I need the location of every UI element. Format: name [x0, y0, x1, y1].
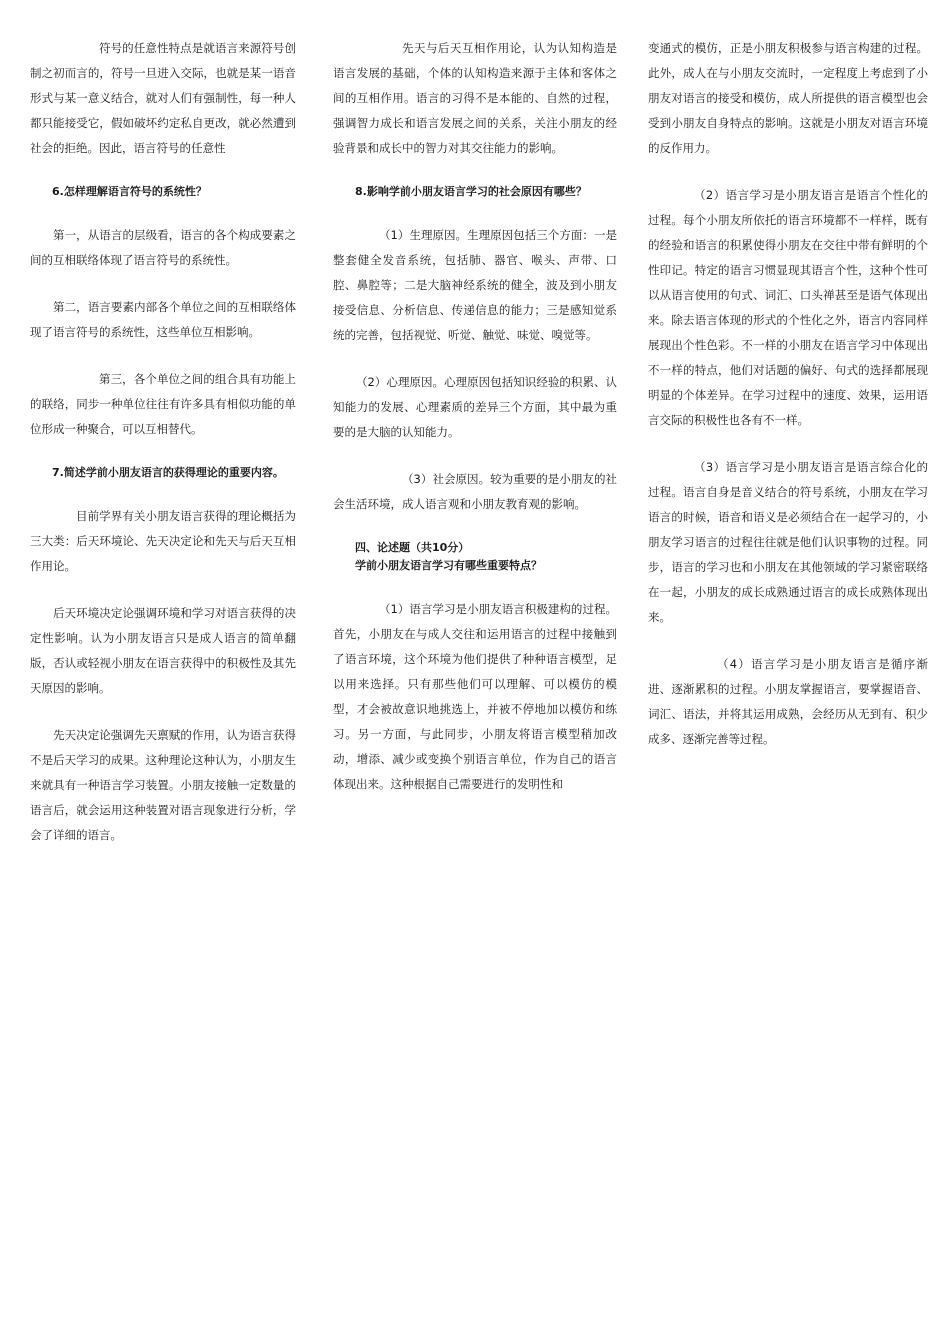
paragraph-social [333, 467, 617, 517]
paragraph-third-point: 第三，各个单位之间的组合具有功能上的联络，同步一种单位往往有许多具有相似功能的单位形成一种聚合，可以互相替代。 [30, 372, 296, 436]
paragraph-arbitrariness: 符号的任意性特点是就语言来源符号创制之初而言的，符号一旦进入交际，也就是某一语音形式与某一意义结合，就对人们有强制性，每一种人都只能接受它，假如破坏约定私自更改，就必然遭到社会的拒绝。因此，语言符号的任意性 [30, 41, 296, 155]
item-text: 社会原因。较为重要的是小朋友的社会生活环境，成人语言观和小朋友教育观的影响。 [333, 472, 617, 511]
item-text: 语言学习是小朋友语言是循序渐进、逐渐累积的过程。小朋友掌握语言，要掌握语音、词汇、语法，并将其运用成熟，会经历从无到有、积少成多、逐渐完善等过程。 [648, 657, 928, 746]
paragraph-gradual-process [648, 652, 928, 752]
item-number: （2） [356, 375, 387, 389]
paragraph-active-construction-cont: 变通式的模仿，正是小朋友积极参与语言构建的过程。此外，成人在与小朋友交流时，一定程度上考虑到了小朋友对语言的接受和模仿，成人所提供的语言模型也会受到小朋友自身特点的影响。这就是小朋友对语言环境的反作用力。 [648, 41, 928, 155]
paragraph-active-construction [333, 597, 617, 797]
paragraph-second-point: 第二，语言要素内部各个单位之间的互相联络体现了语言符号的系统性，这些单位互相影响。 [30, 300, 296, 339]
item-text: 语言学习是小朋友语言是语言综合化的过程。语言自身是音义结合的符号系统，小朋友在学习语言的时候，语音和语义是必须结合在一起学习的，小朋友学习语言的过程往往就是他们认识事物的过程。同步，语言的学习也和小朋友在其他领域的学习紧密联络在一起，小朋友的成长成熟通过语言的成长成熟体现出来。 [648, 460, 928, 624]
item-number: （2） [694, 188, 726, 202]
essay-section-heading [333, 539, 617, 575]
item-text: 语言学习是小朋友语言积极建构的过程。首先，小朋友在与成人交往和运用语言的过程中接触到了语言环境，这个环境为他们提供了种种语言模型，足以用来选择。只有那些他们可以理解、可以模仿的模型，才会被故意识地挑选上，并被不停地加以模仿和练习。另一方面，与此同步，小朋友将语言模型稍加改动，增添、减少或变换个别语言单位，作为自己的语言体现出来。这种根据自己需要进行的发明性和 [333, 602, 617, 791]
item-text: 语言学习是小朋友语言是语言个性化的过程。每个小朋友所依托的语言环境都不一样样，既有的经验和语言的积累使得小朋友在交往中带有鲜明的个性印记。特定的语言习惯显现其语言个性，这种个性可以从语言使用的句式、词汇、口头禅甚至是语气体现出来。除去语言体现的形式的个性化之外，语言内容同样展现出个性色彩。不一样的小朋友在语言学习中体现出不一样的特点，他们对话题的偏好、句式的选择都展现明显的个体差异。在学习过程中的速度、效果，运用语言交际的积极性也各有不一样。 [648, 188, 928, 427]
essay-question: 学前小朋友语言学习有哪些重要特点？ [355, 559, 542, 572]
paragraph-first-point: 第一，从语言的层级看，语言的各个构成要素之间的互相联络体现了语言符号的系统性。 [30, 228, 296, 267]
item-number: （4） [717, 657, 752, 671]
item-text: 生理原因。生理原因包括三个方面：一是整套健全发音系统，包括肺、器官、喉头、声带、口腔、鼻腔等；二是大脑神经系统的健全，波及到小朋友接受信息、分析信息、传递信息的能力；三是感知觉系统的完善，包括视觉、听觉、触觉、味觉、嗅觉等。 [333, 228, 617, 342]
question-7-heading: 7.简述学前小朋友语言的获得理论的重要内容。 [52, 466, 284, 479]
paragraph-innate-theory: 先天决定论强调先天禀赋的作用，认为语言获得不是后天学习的成果。这种理论这种认为，小朋友生来就具有一种语言学习装置。小朋友接触一定数量的语言后，就会运用这种装置对语言现象进行分析，学会了详细的语言。 [30, 728, 296, 842]
column-3 [648, 36, 928, 774]
paragraph-three-theories: 目前学界有关小朋友语言获得的理论概括为三大类：后天环境论、先天决定论和先天与后天互相作用论。 [30, 509, 296, 573]
paragraph-integration [648, 455, 928, 630]
paragraph-environment-theory: 后天环境决定论强调环境和学习对语言获得的决定性影响。认为小朋友语言只是成人语言的简单翻版，否认或轻视小朋友在语言获得中的积极性及其先天原因的影响。 [30, 606, 296, 695]
column-2 [333, 36, 617, 819]
item-number: （3） [694, 460, 726, 474]
paragraph-psychological [333, 370, 617, 445]
essay-section-title: 四、论述题（共10分） [355, 541, 470, 554]
question-8-heading: 8.影响学前小朋友语言学习的社会原因有哪些？ [355, 185, 587, 198]
paragraph-individualization [648, 183, 928, 433]
paragraph-physiological [333, 223, 617, 348]
item-text: 心理原因。心理原因包括知识经验的积累、认知能力的发展、心理素质的差异三个方面，其中最为重要的是大脑的认知能力。 [333, 375, 617, 439]
paragraph-interaction-theory: 先天与后天互相作用论，认为认知构造是语言发展的基础，个体的认知构造来源于主体和客体之间的互相作用。语言的习得不是本能的、自然的过程，强调智力成长和语言发展之间的关系，关注小朋友的经验背景和成长中的智力对其交往能力的影响。 [333, 41, 617, 155]
question-6-heading: 6.怎样理解语言符号的系统性？ [52, 185, 207, 198]
item-number: （3） [402, 472, 433, 486]
item-number: （1） [379, 602, 410, 616]
item-number: （1） [379, 228, 410, 242]
column-1 [30, 36, 296, 870]
